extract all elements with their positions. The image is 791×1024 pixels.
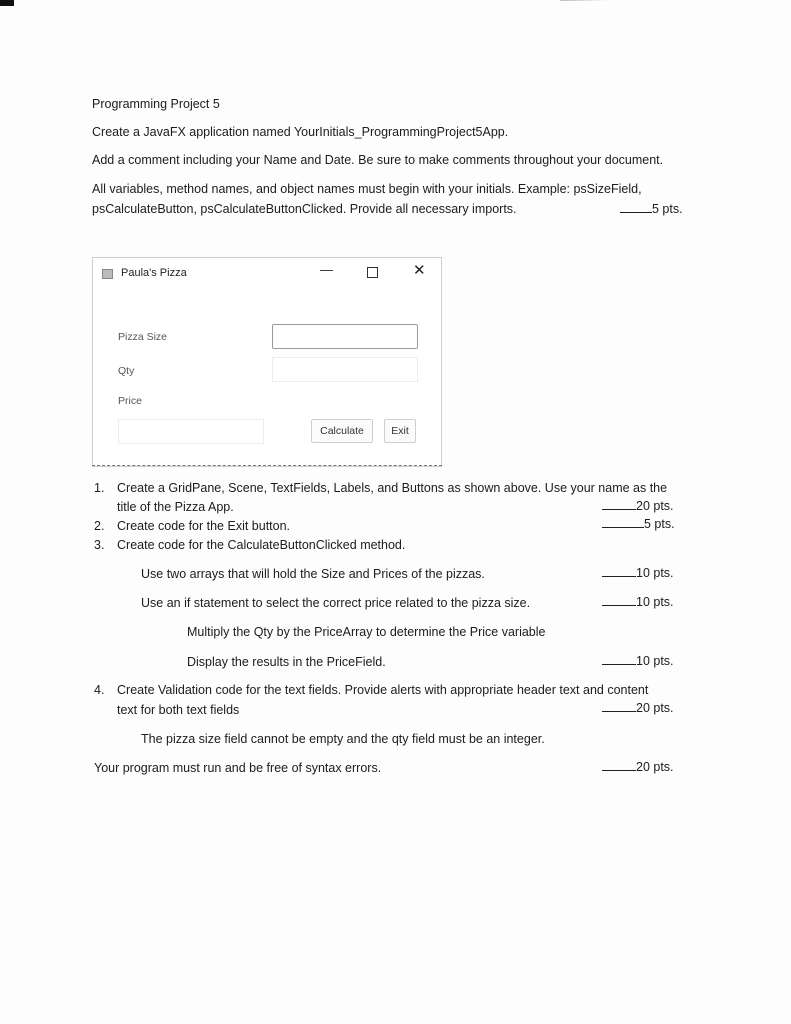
sub-item-arrays: Use two arrays that will hold the Size and Prices of the pizzas. [141, 567, 485, 581]
intro-line-1: Create a JavaFX application named YourInitials_ProgrammingProject5App. [92, 125, 509, 139]
close-icon[interactable]: ✕ [413, 262, 426, 279]
points-value: 5 pts. [644, 517, 675, 531]
scan-artifact [560, 0, 760, 1]
item-1-text-cont: title of the Pizza App. [117, 500, 234, 514]
item-4-points [602, 701, 674, 715]
pizza-app-window [92, 257, 442, 467]
intro-line-3: All variables, method names, and object names must begin with your initials. Example: psSizeField, [92, 182, 642, 196]
points-blank [602, 566, 636, 577]
item-3-number: 3. [94, 538, 105, 552]
qty-field[interactable] [272, 357, 418, 382]
calculate-button[interactable]: Calculate [311, 419, 373, 443]
scan-artifact [0, 0, 14, 6]
item-3-text: Create code for the CalculateButtonClicked method. [117, 538, 406, 552]
item-1-number: 1. [94, 481, 105, 495]
qty-label: Qty [118, 365, 135, 377]
sub-sub-item-display: Display the results in the PriceField. [187, 655, 386, 669]
points-value: 10 pts. [636, 566, 674, 580]
points-blank [620, 202, 652, 213]
intro-line-4: psCalculateButton, psCalculateButtonClicked. Provide all necessary imports. [92, 202, 517, 216]
points-value: 5 pts. [652, 202, 683, 216]
price-label: Price [118, 395, 142, 407]
points-blank [602, 517, 644, 528]
price-field[interactable] [118, 419, 264, 444]
points-value: 10 pts. [636, 654, 674, 668]
syntax-points [602, 760, 674, 774]
minimize-icon[interactable]: — [320, 262, 333, 277]
pizza-size-field[interactable] [272, 324, 418, 349]
item-2-text: Create code for the Exit button. [117, 519, 291, 533]
points-blank [602, 499, 636, 510]
points-blank [602, 595, 636, 606]
item-4-text-cont: text for both text fields [117, 703, 240, 717]
points-value: 20 pts. [636, 499, 674, 513]
item-4-text: Create Validation code for the text fields. Provide alerts with appropriate header text and content [117, 683, 649, 697]
pizza-size-label: Pizza Size [118, 331, 168, 343]
item-2-number: 2. [94, 519, 105, 533]
item-2-points [602, 517, 675, 531]
points-blank [602, 760, 636, 771]
window-edge [92, 465, 442, 466]
syntax-requirement: Your program must run and be free of syntax errors. [94, 761, 382, 775]
document-title: Programming Project 5 [92, 97, 220, 111]
exit-button[interactable]: Exit [384, 419, 416, 443]
sub-item-arrays-points [602, 566, 674, 580]
window-title: Paula's Pizza [121, 267, 187, 279]
points-line [620, 202, 683, 216]
points-value: 10 pts. [636, 595, 674, 609]
points-blank [602, 654, 636, 665]
points-blank [602, 701, 636, 712]
maximize-icon[interactable] [367, 267, 378, 278]
item-1-text: Create a GridPane, Scene, TextFields, Labels, and Buttons as shown above. Use your name as the [117, 481, 668, 495]
sub-item-if-statement: Use an if statement to select the correct price related to the pizza size. [141, 596, 531, 610]
validation-note: The pizza size field cannot be empty and the qty field must be an integer. [141, 732, 545, 746]
intro-line-2: Add a comment including your Name and Date. Be sure to make comments throughout your document. [92, 153, 664, 167]
points-value: 20 pts. [636, 760, 674, 774]
item-1-points [602, 499, 674, 513]
item-4-number: 4. [94, 683, 105, 697]
sub-sub-item-multiply: Multiply the Qty by the PriceArray to determine the Price variable [187, 625, 546, 639]
sub-item-if-points [602, 595, 674, 609]
sub-sub-item-display-points [602, 654, 674, 668]
app-icon [102, 269, 113, 279]
points-value: 20 pts. [636, 701, 674, 715]
